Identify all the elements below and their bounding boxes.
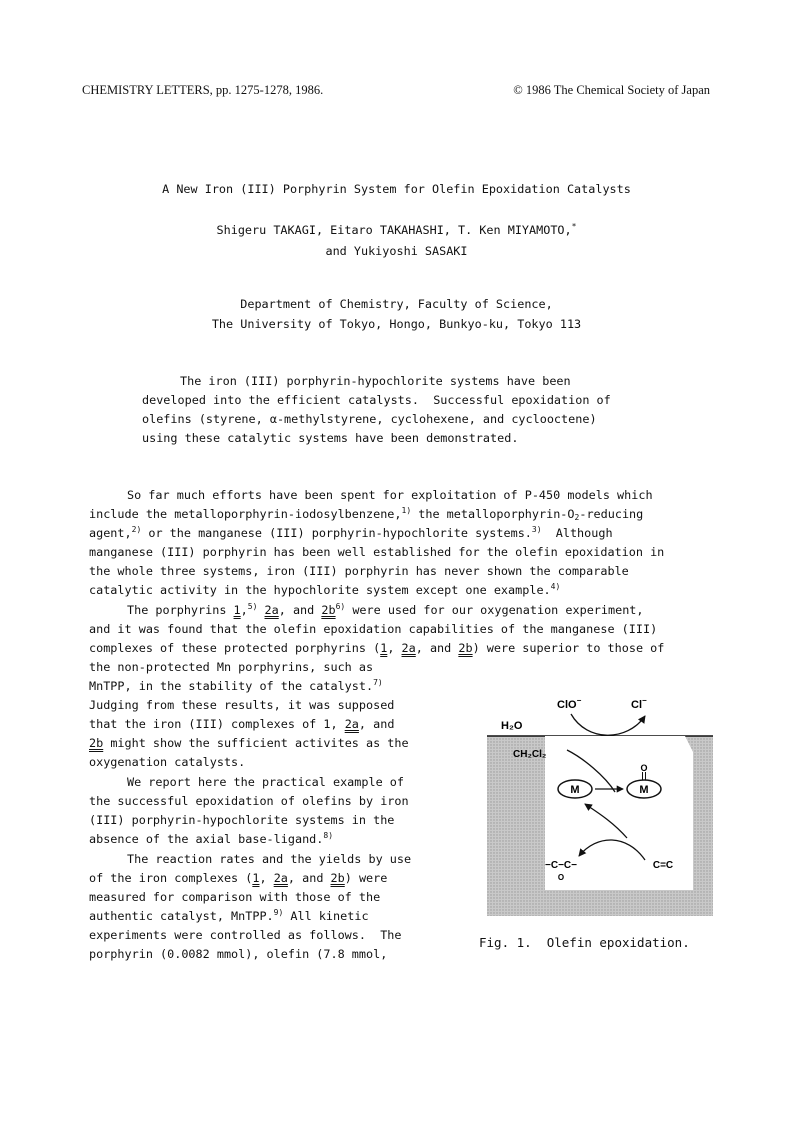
text-run [257,603,264,617]
chloride-label: Cl− [631,696,647,711]
body-line: porphyrin (0.0082 mmol), olefin (7.8 mmol, [89,947,388,961]
text-run: might show the sufficient activites as the [103,736,409,750]
text-run: ) were superior to those of [472,641,665,655]
text-run: absence of the axial base-ligand. [89,832,324,846]
body-line: (III) porphyrin-hypochlorite systems in the [89,813,395,827]
abstract-line-1: The iron (III) porphyrin-hypochlorite systems have been [180,374,571,388]
figure-caption: Fig. 1. Olefin epoxidation. [479,935,690,950]
reference-mark: 9) [273,908,284,917]
oxidant-transfer-arc [571,714,645,735]
text-run: , [240,603,248,617]
body-line [89,719,394,731]
body-line: We report here the practical example of [127,775,404,789]
epoxide-oxygen-label: O [557,873,565,882]
olefin-epoxidation-figure [487,672,713,916]
reference-mark: 1) [401,506,412,515]
text-run: , and [287,871,331,885]
text-run: the metalloporphyrin-O [411,507,575,521]
compound-number: 1 [233,603,241,617]
body-line: Judging from these results, it was supposed [89,698,395,712]
body-line [89,873,387,885]
reference-mark: 4) [550,582,561,591]
compound-number: 2b [321,603,336,617]
body-line: The reaction rates and the yields by use [127,852,412,866]
corresponding-author-mark: * [571,222,577,231]
text-run: , [259,871,274,885]
reference-mark: 7) [373,678,383,687]
reference-mark: 8) [323,831,334,840]
text-run: complexes of these protected porphyrins ( [89,641,381,655]
text-run: , and [278,603,322,617]
paper-title: A New Iron (III) Porphyrin System for Olefin Epoxidation Catalysts [162,182,631,196]
body-line: manganese (III) porphyrin has been well established for the olefin epoxidation in [89,545,665,559]
compound-number: 1 [252,871,260,885]
compound-number: 2a [273,871,288,885]
body-line: oxygenation catalysts. [89,755,246,769]
hypochlorite-label: ClO− [557,696,582,711]
olefin-label: C=C [652,860,674,871]
charge-sign: − [576,696,582,705]
reference-mark: 3) [531,525,542,534]
epoxide-label: −C−C− [545,860,577,871]
text-run: , and [415,641,459,655]
text-run: catalytic activity in the hypochlorite system except one example. [89,583,551,597]
compound-number: 2a [401,641,416,655]
subscript: 2 [574,513,580,522]
body-line: So far much efforts have been spent for exploitation of P-450 models which [127,488,653,502]
body-line [127,602,644,617]
text-run: -reducing [579,507,644,521]
metal-label-right: M [639,784,649,796]
body-line: the successful epoxidation of olefins by iron [89,794,409,808]
body-line [89,738,409,750]
journal-citation: CHEMISTRY LETTERS, pp. 1275-1278, 1986. [82,83,324,97]
body-line [89,908,369,923]
text-run: All kinetic [283,909,369,923]
reference-mark: 6) [335,602,346,611]
text-run: MnTPP, in the stability of the catalyst. [89,679,374,693]
charge-sign: − [642,696,647,705]
authors-line-1 [0,223,793,237]
body-line [89,831,334,846]
body-line: the whole three systems, iron (III) porphyrin has never shown the comparable [89,564,629,578]
reference-mark: 5) [247,602,258,611]
text-run: , [387,641,402,655]
compound-number: 1 [380,641,388,655]
text-run: ) were [344,871,388,885]
copyright-notice: © 1986 The Chemical Society of Japan [513,83,710,97]
body-line: experiments were controlled as follows. The [89,928,402,942]
text-run: of the iron complexes ( [89,871,253,885]
text-run: The porphyrins [127,603,234,617]
compound-number: 2b [458,641,473,655]
compound-number: 2a [344,717,359,731]
compound-number: 2b [89,736,104,750]
water-label: H₂O [501,720,523,732]
abstract-line-3: olefins (styrene, α-methylstyrene, cyclohexene, and cyclooctene) [142,412,597,426]
body-line [89,582,561,597]
text-run: authentic catalyst, MnTPP. [89,909,274,923]
abstract-line-4: using these catalytic systems have been demonstrated. [142,431,519,445]
authors-names: Shigeru TAKAGI, Eitaro TAKAHASHI, T. Ken MIYAMOTO, [216,223,572,237]
body-line [89,525,613,540]
metal-label-left: M [570,784,580,796]
compound-number: 2a [264,603,279,617]
text-run: include the metalloporphyrin-iodosylbenzene, [89,507,402,521]
body-line: measured for comparison with those of the [89,890,381,904]
reference-mark: 2) [131,525,142,534]
compound-number: 2b [330,871,345,885]
authors-line-2: and Yukiyoshi SASAKI [325,244,468,258]
body-line: the non-protected Mn porphyrins, such as [89,660,374,674]
affiliation-line-2: The University of Tokyo, Hongo, Bunkyo-ku, Tokyo 113 [211,317,582,331]
text-run: agent, [89,526,132,540]
text-run: , and [358,717,395,731]
text-run: that the iron (III) complexes of 1, [89,717,345,731]
abstract-line-2: developed into the efficient catalysts. Successful epoxidation of [142,393,611,407]
body-line [89,506,644,522]
text-run: Although [541,526,613,540]
body-line [89,643,664,655]
text-run: were used for our oxygenation experiment, [345,603,644,617]
affiliation-line-1: Department of Chemistry, Faculty of Science, [240,297,553,311]
dichloromethane-label: CH₂Cl₂ [513,749,547,760]
text-run: or the manganese (III) porphyrin-hypochlorite systems. [141,526,532,540]
body-line [89,678,383,693]
body-line: and it was found that the olefin epoxidation capabilities of the manganese (III) [89,622,658,636]
oxo-label: O [640,763,648,773]
